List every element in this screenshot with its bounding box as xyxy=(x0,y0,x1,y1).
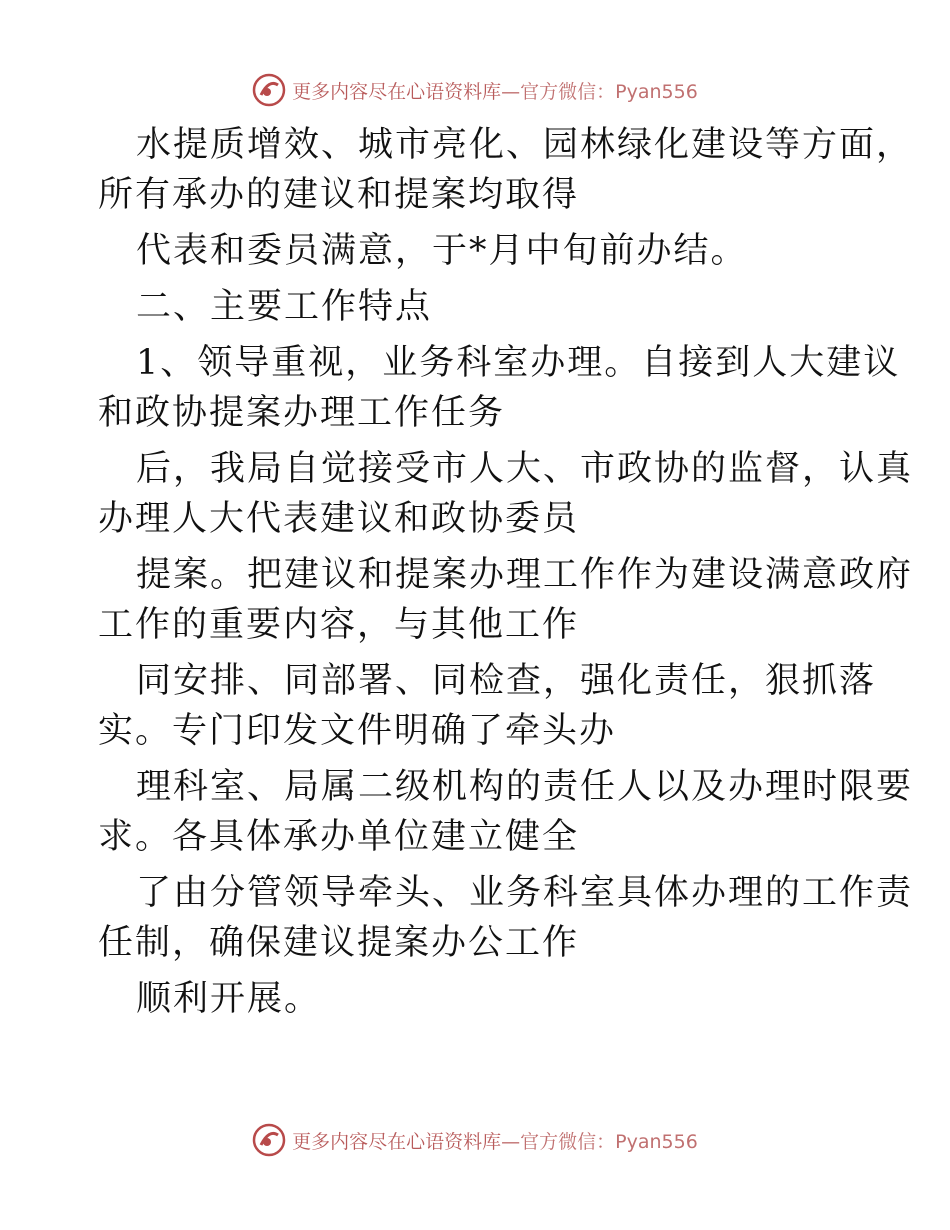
paragraph-line: 办理人大代表建议和政协委员 xyxy=(98,499,580,539)
logo-icon xyxy=(252,73,286,107)
paragraph-line: 了由分管领导牵头、业务科室具体办理的工作责 xyxy=(136,873,914,913)
banner-wechat: —官方微信：Pyan556 xyxy=(501,80,698,103)
footer-banner xyxy=(0,1120,950,1160)
document-body xyxy=(98,125,914,1019)
paragraph-line: 顺利开展。 xyxy=(136,979,322,1019)
logo-icon xyxy=(252,1123,286,1157)
banner-text: 更多内容尽在心语资料库—官方微信：Pyan556 xyxy=(292,1130,698,1153)
paragraph-line: 理科室、局属二级机构的责任人以及办理时限要 xyxy=(136,767,914,807)
header-banner xyxy=(0,70,950,110)
banner-text: 更多内容尽在心语资料库—官方微信：Pyan556 xyxy=(292,80,698,103)
banner-wechat: —官方微信：Pyan556 xyxy=(501,1130,698,1153)
paragraph-line: 代表和委员满意，于*月中旬前办结。 xyxy=(136,231,748,271)
paragraph-line: 水提质增效、城市亮化、园林绿化建设等方面， xyxy=(136,125,914,165)
paragraph-line: 实。专门印发文件明确了牵头办 xyxy=(98,711,617,751)
paragraph-line: 和政协提案办理工作任务 xyxy=(98,393,506,433)
paragraph-line: 1、领导重视，业务科室办理。自接到人大建议 xyxy=(136,343,901,383)
section-heading: 二、主要工作特点 xyxy=(136,287,433,327)
paragraph-line: 任制，确保建议提案办公工作 xyxy=(98,923,580,963)
paragraph-line: 所有承办的建议和提案均取得 xyxy=(98,175,580,215)
paragraph-line: 工作的重要内容，与其他工作 xyxy=(98,605,580,645)
paragraph-line: 后，我局自觉接受市人大、市政协的监督，认真 xyxy=(136,449,914,489)
paragraph-line: 提案。把建议和提案办理工作作为建设满意政府 xyxy=(136,555,914,595)
paragraph-line: 同安排、同部署、同检查，强化责任，狠抓落 xyxy=(136,661,877,701)
paragraph-line: 求。各具体承办单位建立健全 xyxy=(98,817,580,857)
